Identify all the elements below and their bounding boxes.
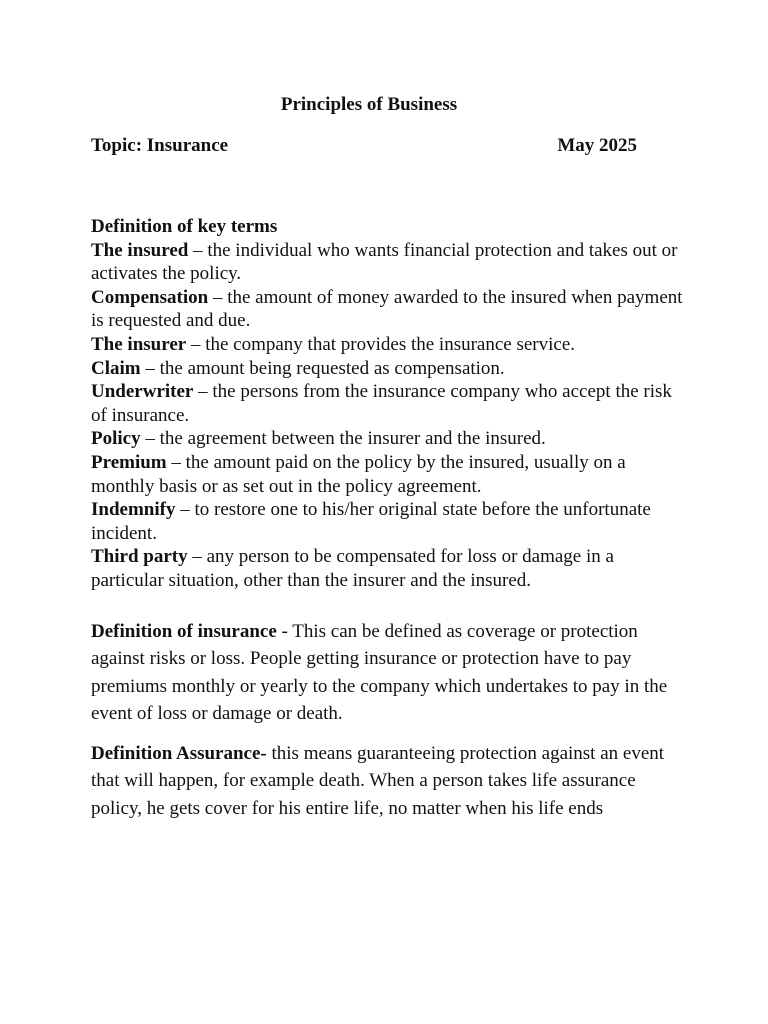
key-terms-section — [91, 215, 691, 593]
term-item — [91, 333, 691, 357]
term-definition: – the company that provides the insurance service. — [186, 333, 576, 355]
term-definition: – any person to be compensated for loss or damage in a particular situation, other than the insurer and the insured. — [91, 546, 614, 591]
term-name: Underwriter — [91, 381, 194, 403]
document-title: Principles of Business — [280, 94, 458, 115]
term-definition: – the agreement between the insurer and the insured. — [140, 428, 546, 450]
term-definition: – the persons from the insurance company who accept the risk of insurance. — [91, 381, 672, 426]
term-name: Compensation — [91, 286, 209, 308]
term-definition: – to restore one to his/her original state before the unfortunate incident. — [91, 499, 651, 544]
term-definition: – the amount being requested as compensation. — [140, 357, 505, 379]
term-item — [91, 286, 691, 333]
insurance-definition-text: - This can be defined as coverage or protection against risks or loss. People getting insurance or protection have to pay premiums monthly or yearly to the company which undertakes to pay in the event of loss or damage or death. — [91, 621, 668, 724]
term-definition: – the individual who wants financial protection and takes out or activates the policy. — [91, 239, 678, 285]
term-name: Third party — [91, 546, 188, 568]
term-name: Policy — [91, 428, 141, 450]
insurance-definition-paragraph — [91, 618, 691, 727]
term-item — [91, 239, 691, 286]
term-name: The insurer — [91, 333, 187, 355]
term-name: Indemnify — [91, 499, 176, 521]
term-item — [91, 380, 691, 427]
topic-row — [91, 134, 637, 158]
term-name: The insured — [91, 239, 189, 261]
document-date: May 2025 — [557, 135, 637, 156]
term-name: Claim — [91, 357, 141, 379]
term-item — [91, 451, 691, 498]
term-definition: – the amount of money awarded to the insured when payment is requested and due. — [91, 286, 683, 332]
insurance-definition-label: Definition of insurance — [91, 621, 277, 642]
assurance-definition-label: Definition Assurance- — [91, 743, 267, 764]
topic-label: Topic: Insurance — [91, 135, 229, 156]
key-terms-heading: Definition of key terms — [91, 216, 278, 237]
assurance-definition-paragraph — [91, 740, 691, 822]
term-definition: – the amount paid on the policy by the insured, usually on a monthly basis or as set out in the policy agreement. — [91, 451, 626, 497]
term-item — [91, 427, 691, 451]
term-item — [91, 545, 691, 592]
term-name: Premium — [91, 451, 167, 473]
assurance-definition-text: this means guaranteeing protection against an event that will happen, for example death. When a person takes life assurance policy, he gets cover for his entire life, no matter when his life ends — [91, 743, 665, 819]
term-item — [91, 357, 691, 381]
term-item — [91, 498, 691, 545]
